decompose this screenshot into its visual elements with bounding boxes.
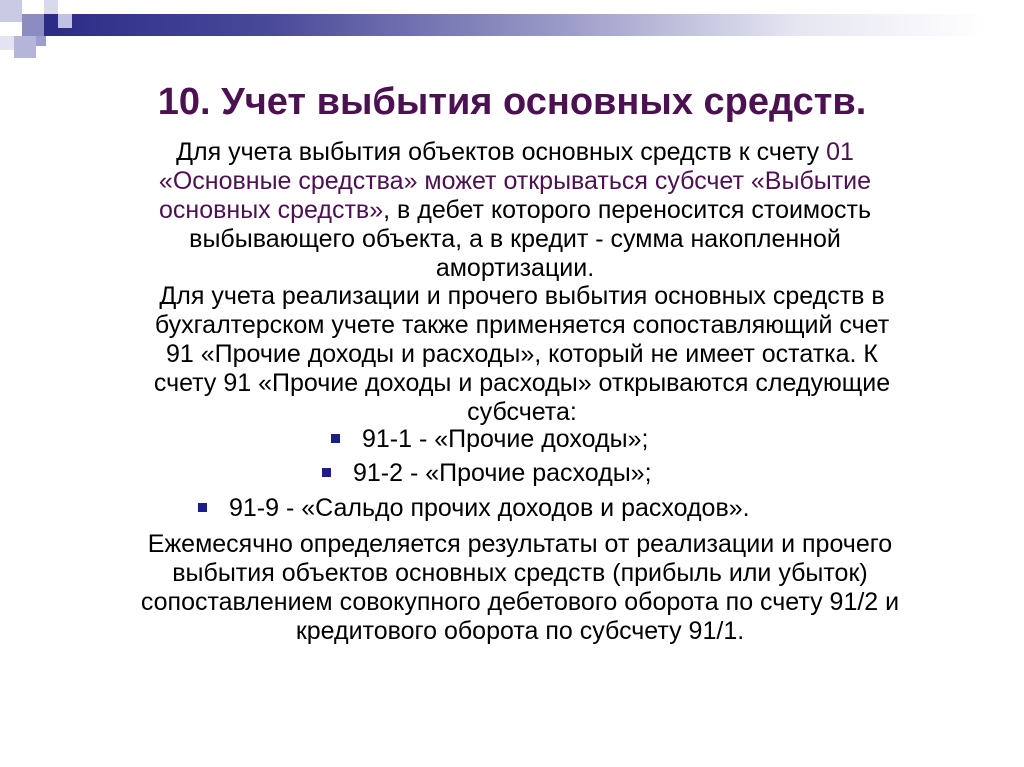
slide-title: 10. Учет выбытия основных средств. [157, 81, 867, 123]
paragraph-monthly-result [75, 530, 965, 646]
deco-square [44, 0, 58, 14]
deco-square [58, 14, 72, 28]
p3-line2-text: выбытия объектов основных средств (прибыль или убыток) [172, 559, 868, 587]
list-item-text: 91-9 - «Сальдо прочих доходов и расходов». [229, 494, 750, 522]
list-item [331, 425, 648, 454]
list-item [322, 459, 652, 488]
p3-line4-text: кредитового оборота по субсчету 91/1. [295, 617, 745, 645]
paragraph-account-91 [80, 282, 964, 427]
p2-line3-text: 91 «Прочие доходы и расходы», который не имеет остатка. К [166, 340, 878, 368]
p1-account-number: 01 [826, 138, 854, 166]
p2-line4-text: счету 91 «Прочие доходы и расходы» открываются следующие [153, 369, 891, 397]
p2-line2-text: бухгалтерском учете также применяется сопоставляющий счет [154, 311, 890, 339]
p1-line5-text: амортизации. [435, 254, 595, 282]
header-gradient-bar [36, 14, 988, 36]
square-bullet-icon [331, 434, 340, 443]
deco-square [36, 36, 46, 46]
p3-line1-text: Ежемесячно определяется результаты от реализации и прочего [147, 530, 893, 558]
square-bullet-icon [322, 468, 331, 477]
p1-line3-text: , в дебет которого переносится стоимость [383, 196, 871, 224]
p1-line4-text: выбывающего объекта, а в кредит - сумма накопленной [189, 225, 841, 253]
deco-square [14, 36, 36, 58]
p1-line1-text: Для учета выбытия объектов основных средств к счету [176, 138, 827, 166]
deco-square [22, 14, 44, 36]
p1-line2-text: «Основные средства» может открываться субсчет «Выбытие [158, 167, 872, 195]
list-item [198, 494, 750, 523]
p1-line3-highlight: основных средств» [159, 196, 384, 224]
p3-line3-text: сопоставлением совокупного дебетового оборота по счету 91/2 и [140, 588, 900, 616]
p2-line5-text: субсчета: [467, 398, 577, 426]
deco-square [0, 0, 22, 22]
p2-line1-text: Для учета реализации и прочего выбытия основных средств в [159, 282, 885, 310]
list-item-text: 91-2 - «Прочие расходы»; [353, 459, 652, 487]
square-bullet-icon [198, 503, 207, 512]
deco-square [0, 36, 14, 50]
paragraph-disposal-subaccount [110, 138, 920, 283]
list-item-text: 91-1 - «Прочие доходы»; [362, 425, 649, 453]
